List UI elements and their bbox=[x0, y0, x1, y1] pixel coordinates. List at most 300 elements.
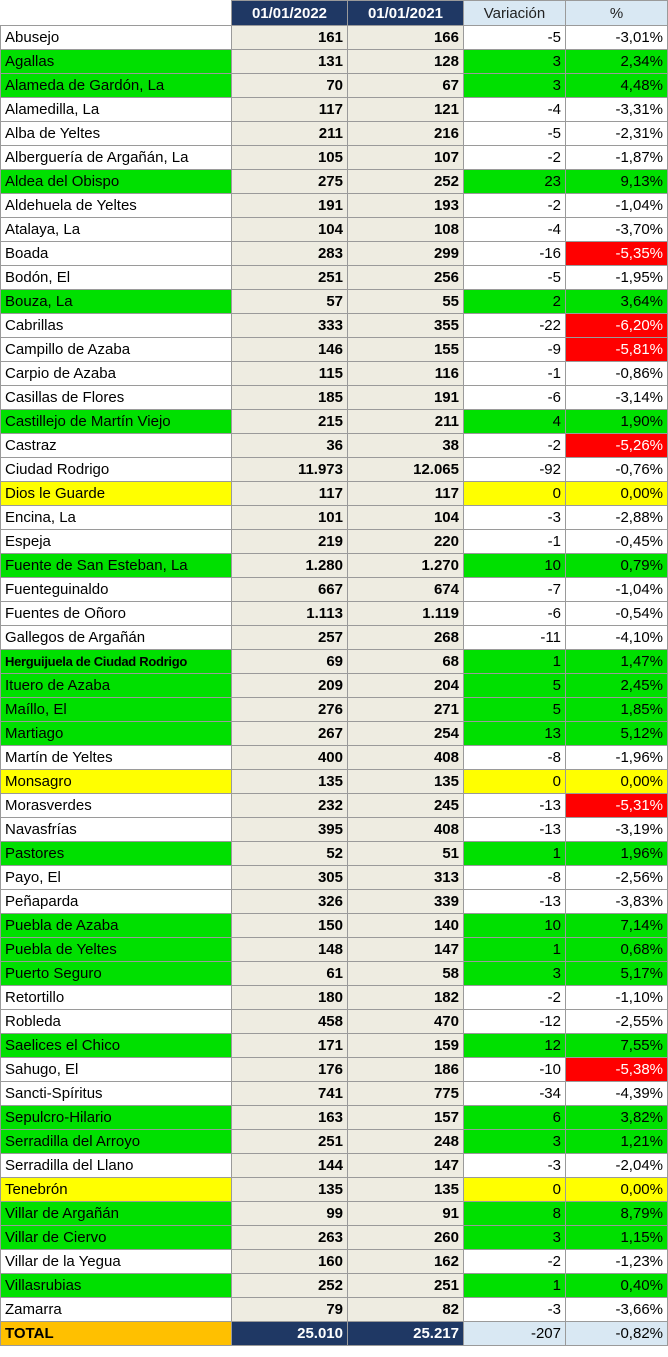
population-2021-cell[interactable]: 116 bbox=[348, 362, 464, 386]
population-2021-cell[interactable]: 408 bbox=[348, 746, 464, 770]
population-2022-cell[interactable]: 305 bbox=[232, 866, 348, 890]
percent-cell[interactable]: -5,38% bbox=[566, 1058, 668, 1082]
population-2021-cell[interactable]: 252 bbox=[348, 170, 464, 194]
percent-cell[interactable]: 2,34% bbox=[566, 50, 668, 74]
population-2022-cell[interactable]: 263 bbox=[232, 1226, 348, 1250]
population-2022-cell[interactable]: 135 bbox=[232, 1178, 348, 1202]
population-2021-cell[interactable]: 147 bbox=[348, 938, 464, 962]
municipality-cell[interactable]: Martiago bbox=[1, 722, 232, 746]
percent-cell[interactable]: 0,00% bbox=[566, 770, 668, 794]
variation-cell[interactable]: -3 bbox=[464, 1298, 566, 1322]
population-2022-cell[interactable]: 326 bbox=[232, 890, 348, 914]
percent-cell[interactable]: 1,96% bbox=[566, 842, 668, 866]
variation-cell[interactable]: 1 bbox=[464, 938, 566, 962]
population-2021-cell[interactable]: 67 bbox=[348, 74, 464, 98]
variation-cell[interactable]: 3 bbox=[464, 50, 566, 74]
municipality-cell[interactable]: Ituero de Azaba bbox=[1, 674, 232, 698]
population-2022-cell[interactable]: 741 bbox=[232, 1082, 348, 1106]
municipality-cell[interactable]: Sancti-Spíritus bbox=[1, 1082, 232, 1106]
variation-cell[interactable]: 6 bbox=[464, 1106, 566, 1130]
municipality-cell[interactable]: Campillo de Azaba bbox=[1, 338, 232, 362]
percent-cell[interactable]: -5,35% bbox=[566, 242, 668, 266]
percent-cell[interactable]: -6,20% bbox=[566, 314, 668, 338]
population-2021-cell[interactable]: 193 bbox=[348, 194, 464, 218]
table-row bbox=[1, 530, 668, 554]
header-variation[interactable]: Variación bbox=[464, 1, 566, 26]
percent-cell[interactable]: -3,70% bbox=[566, 218, 668, 242]
table-row bbox=[1, 698, 668, 722]
variation-cell[interactable]: -34 bbox=[464, 1082, 566, 1106]
population-2021-cell[interactable]: 107 bbox=[348, 146, 464, 170]
percent-cell[interactable]: -1,96% bbox=[566, 746, 668, 770]
municipality-cell[interactable]: Sepulcro-Hilario bbox=[1, 1106, 232, 1130]
percent-cell[interactable]: -2,56% bbox=[566, 866, 668, 890]
population-2022-cell[interactable]: 101 bbox=[232, 506, 348, 530]
population-2022-cell[interactable]: 117 bbox=[232, 98, 348, 122]
percent-cell[interactable]: -1,23% bbox=[566, 1250, 668, 1274]
variation-cell[interactable]: -16 bbox=[464, 242, 566, 266]
population-2021-cell[interactable]: 155 bbox=[348, 338, 464, 362]
population-2021-cell[interactable]: 271 bbox=[348, 698, 464, 722]
municipality-cell[interactable]: Espeja bbox=[1, 530, 232, 554]
population-2021-cell[interactable]: 108 bbox=[348, 218, 464, 242]
population-2022-cell[interactable]: 333 bbox=[232, 314, 348, 338]
percent-cell[interactable]: -0,76% bbox=[566, 458, 668, 482]
population-2022-cell[interactable]: 146 bbox=[232, 338, 348, 362]
population-2021-cell[interactable]: 251 bbox=[348, 1274, 464, 1298]
variation-cell[interactable]: -7 bbox=[464, 578, 566, 602]
table-row bbox=[1, 434, 668, 458]
percent-cell[interactable]: 7,14% bbox=[566, 914, 668, 938]
municipality-cell[interactable]: Maíllo, El bbox=[1, 698, 232, 722]
table-row bbox=[1, 1058, 668, 1082]
population-2022-cell[interactable]: 160 bbox=[232, 1250, 348, 1274]
variation-cell[interactable]: 10 bbox=[464, 914, 566, 938]
percent-cell[interactable]: 0,68% bbox=[566, 938, 668, 962]
percent-cell[interactable]: 9,13% bbox=[566, 170, 668, 194]
variation-cell[interactable]: 1 bbox=[464, 650, 566, 674]
population-2022-cell[interactable]: 105 bbox=[232, 146, 348, 170]
variation-cell[interactable]: -12 bbox=[464, 1010, 566, 1034]
table-row bbox=[1, 866, 668, 890]
population-2022-cell[interactable]: 215 bbox=[232, 410, 348, 434]
variation-cell[interactable]: -4 bbox=[464, 98, 566, 122]
municipality-cell[interactable]: Gallegos de Argañán bbox=[1, 626, 232, 650]
municipality-cell[interactable]: Saelices el Chico bbox=[1, 1034, 232, 1058]
variation-cell[interactable]: -1 bbox=[464, 362, 566, 386]
percent-cell[interactable]: 1,15% bbox=[566, 1226, 668, 1250]
percent-cell[interactable]: 0,40% bbox=[566, 1274, 668, 1298]
variation-cell[interactable]: -13 bbox=[464, 890, 566, 914]
municipality-cell[interactable]: Bodón, El bbox=[1, 266, 232, 290]
percent-cell[interactable]: 0,00% bbox=[566, 482, 668, 506]
population-2022-cell[interactable]: 185 bbox=[232, 386, 348, 410]
population-2022-cell[interactable]: 211 bbox=[232, 122, 348, 146]
population-2021-cell[interactable]: 140 bbox=[348, 914, 464, 938]
variation-cell[interactable]: -3 bbox=[464, 506, 566, 530]
variation-cell[interactable]: -10 bbox=[464, 1058, 566, 1082]
variation-cell[interactable]: -13 bbox=[464, 818, 566, 842]
variation-cell[interactable]: -2 bbox=[464, 1250, 566, 1274]
municipality-cell[interactable]: Aldea del Obispo bbox=[1, 170, 232, 194]
municipality-cell[interactable]: Dios le Guarde bbox=[1, 482, 232, 506]
header-year-2021[interactable]: 01/01/2021 bbox=[348, 1, 464, 26]
population-2022-cell[interactable]: 251 bbox=[232, 1130, 348, 1154]
municipality-cell[interactable]: Alameda de Gardón, La bbox=[1, 74, 232, 98]
variation-cell[interactable]: 3 bbox=[464, 1130, 566, 1154]
population-2022-cell[interactable]: 70 bbox=[232, 74, 348, 98]
percent-cell[interactable]: -5,31% bbox=[566, 794, 668, 818]
municipality-cell[interactable]: Herguijuela de Ciudad Rodrigo bbox=[1, 650, 232, 674]
variation-cell[interactable]: 2 bbox=[464, 290, 566, 314]
percent-cell[interactable]: -5,26% bbox=[566, 434, 668, 458]
population-2021-cell[interactable]: 147 bbox=[348, 1154, 464, 1178]
municipality-cell[interactable]: Agallas bbox=[1, 50, 232, 74]
municipality-cell[interactable]: Aldehuela de Yeltes bbox=[1, 194, 232, 218]
percent-cell[interactable]: -2,55% bbox=[566, 1010, 668, 1034]
header-row bbox=[1, 1, 668, 26]
municipality-cell[interactable]: Serradilla del Arroyo bbox=[1, 1130, 232, 1154]
municipality-cell[interactable]: Puebla de Yeltes bbox=[1, 938, 232, 962]
population-2022-cell[interactable]: 232 bbox=[232, 794, 348, 818]
variation-cell[interactable]: 8 bbox=[464, 1202, 566, 1226]
population-2021-cell[interactable]: 182 bbox=[348, 986, 464, 1010]
table-row bbox=[1, 722, 668, 746]
variation-cell[interactable]: 3 bbox=[464, 74, 566, 98]
municipality-cell[interactable]: Retortillo bbox=[1, 986, 232, 1010]
variation-cell[interactable]: 10 bbox=[464, 554, 566, 578]
table-row bbox=[1, 914, 668, 938]
percent-cell[interactable]: 0,00% bbox=[566, 1178, 668, 1202]
population-2022-cell[interactable]: 52 bbox=[232, 842, 348, 866]
table-row bbox=[1, 890, 668, 914]
population-2022-cell[interactable]: 115 bbox=[232, 362, 348, 386]
variation-cell[interactable]: 0 bbox=[464, 770, 566, 794]
percent-cell[interactable]: 1,47% bbox=[566, 650, 668, 674]
variation-cell[interactable]: 3 bbox=[464, 1226, 566, 1250]
population-2021-cell[interactable]: 91 bbox=[348, 1202, 464, 1226]
population-2022-cell[interactable]: 257 bbox=[232, 626, 348, 650]
municipality-cell[interactable]: Morasverdes bbox=[1, 794, 232, 818]
population-2021-cell[interactable]: 775 bbox=[348, 1082, 464, 1106]
population-2021-cell[interactable]: 339 bbox=[348, 890, 464, 914]
percent-cell[interactable]: 3,64% bbox=[566, 290, 668, 314]
percent-cell[interactable]: -4,10% bbox=[566, 626, 668, 650]
variation-cell[interactable]: -5 bbox=[464, 26, 566, 50]
population-2022-cell[interactable]: 11.973 bbox=[232, 458, 348, 482]
table-row bbox=[1, 98, 668, 122]
population-2021-cell[interactable]: 1.270 bbox=[348, 554, 464, 578]
municipality-cell[interactable]: Robleda bbox=[1, 1010, 232, 1034]
percent-cell[interactable]: -1,95% bbox=[566, 266, 668, 290]
variation-cell[interactable]: 5 bbox=[464, 698, 566, 722]
variation-cell[interactable]: -3 bbox=[464, 1154, 566, 1178]
population-2021-cell[interactable]: 191 bbox=[348, 386, 464, 410]
variation-cell[interactable]: -1 bbox=[464, 530, 566, 554]
population-2022-cell[interactable]: 61 bbox=[232, 962, 348, 986]
population-2021-cell[interactable]: 128 bbox=[348, 50, 464, 74]
variation-cell[interactable]: 12 bbox=[464, 1034, 566, 1058]
variation-cell[interactable]: -5 bbox=[464, 122, 566, 146]
variation-cell[interactable]: -4 bbox=[464, 218, 566, 242]
variation-cell[interactable]: -8 bbox=[464, 866, 566, 890]
population-2021-cell[interactable]: 268 bbox=[348, 626, 464, 650]
population-2021-cell[interactable]: 12.065 bbox=[348, 458, 464, 482]
municipality-cell[interactable]: Pastores bbox=[1, 842, 232, 866]
variation-cell[interactable]: 3 bbox=[464, 962, 566, 986]
population-2021-cell[interactable]: 135 bbox=[348, 1178, 464, 1202]
municipality-cell[interactable]: Bouza, La bbox=[1, 290, 232, 314]
population-2022-cell[interactable]: 209 bbox=[232, 674, 348, 698]
population-2021-cell[interactable]: 104 bbox=[348, 506, 464, 530]
population-2021-cell[interactable]: 470 bbox=[348, 1010, 464, 1034]
population-2022-cell[interactable]: 395 bbox=[232, 818, 348, 842]
variation-cell[interactable]: -6 bbox=[464, 386, 566, 410]
percent-cell[interactable]: -3,66% bbox=[566, 1298, 668, 1322]
percent-cell[interactable]: -3,31% bbox=[566, 98, 668, 122]
variation-cell[interactable]: -2 bbox=[464, 194, 566, 218]
variation-cell[interactable]: -2 bbox=[464, 146, 566, 170]
table-row bbox=[1, 1226, 668, 1250]
population-2022-cell[interactable]: 57 bbox=[232, 290, 348, 314]
population-2022-cell[interactable]: 163 bbox=[232, 1106, 348, 1130]
population-2022-cell[interactable]: 458 bbox=[232, 1010, 348, 1034]
percent-cell[interactable]: -2,04% bbox=[566, 1154, 668, 1178]
municipality-cell[interactable]: Monsagro bbox=[1, 770, 232, 794]
population-2022-cell[interactable]: 252 bbox=[232, 1274, 348, 1298]
municipality-cell[interactable]: Martín de Yeltes bbox=[1, 746, 232, 770]
table-row bbox=[1, 602, 668, 626]
variation-cell[interactable]: -11 bbox=[464, 626, 566, 650]
population-2021-cell[interactable]: 220 bbox=[348, 530, 464, 554]
population-2021-cell[interactable]: 211 bbox=[348, 410, 464, 434]
population-2021-cell[interactable]: 248 bbox=[348, 1130, 464, 1154]
municipality-cell[interactable]: Castillejo de Martín Viejo bbox=[1, 410, 232, 434]
population-2021-cell[interactable]: 68 bbox=[348, 650, 464, 674]
total-2021[interactable]: 25.217 bbox=[348, 1322, 464, 1346]
municipality-cell[interactable]: Serradilla del Llano bbox=[1, 1154, 232, 1178]
municipality-cell[interactable]: Fuentes de Oñoro bbox=[1, 602, 232, 626]
variation-cell[interactable]: 0 bbox=[464, 1178, 566, 1202]
variation-cell[interactable]: -5 bbox=[464, 266, 566, 290]
table-row bbox=[1, 194, 668, 218]
population-2021-cell[interactable]: 254 bbox=[348, 722, 464, 746]
population-2021-cell[interactable]: 157 bbox=[348, 1106, 464, 1130]
municipality-cell[interactable]: Villar de la Yegua bbox=[1, 1250, 232, 1274]
population-2022-cell[interactable]: 36 bbox=[232, 434, 348, 458]
table-row bbox=[1, 218, 668, 242]
population-2021-cell[interactable]: 55 bbox=[348, 290, 464, 314]
population-2022-cell[interactable]: 191 bbox=[232, 194, 348, 218]
percent-cell[interactable]: 1,85% bbox=[566, 698, 668, 722]
population-2022-cell[interactable]: 171 bbox=[232, 1034, 348, 1058]
population-2022-cell[interactable]: 283 bbox=[232, 242, 348, 266]
population-2021-cell[interactable]: 216 bbox=[348, 122, 464, 146]
municipality-cell[interactable]: Peñaparda bbox=[1, 890, 232, 914]
municipality-cell[interactable]: Atalaya, La bbox=[1, 218, 232, 242]
variation-cell[interactable]: -2 bbox=[464, 434, 566, 458]
population-2022-cell[interactable]: 400 bbox=[232, 746, 348, 770]
municipality-cell[interactable]: Cabrillas bbox=[1, 314, 232, 338]
variation-cell[interactable]: -92 bbox=[464, 458, 566, 482]
population-2021-cell[interactable]: 58 bbox=[348, 962, 464, 986]
population-2021-cell[interactable]: 408 bbox=[348, 818, 464, 842]
percent-cell[interactable]: 1,21% bbox=[566, 1130, 668, 1154]
percent-cell[interactable]: -1,87% bbox=[566, 146, 668, 170]
municipality-cell[interactable]: Puerto Seguro bbox=[1, 962, 232, 986]
municipality-cell[interactable]: Alba de Yeltes bbox=[1, 122, 232, 146]
municipality-cell[interactable]: Abusejo bbox=[1, 26, 232, 50]
table-row bbox=[1, 626, 668, 650]
municipality-cell[interactable]: Casillas de Flores bbox=[1, 386, 232, 410]
table-row bbox=[1, 146, 668, 170]
population-2022-cell[interactable]: 144 bbox=[232, 1154, 348, 1178]
population-2021-cell[interactable]: 38 bbox=[348, 434, 464, 458]
municipality-cell[interactable]: Boada bbox=[1, 242, 232, 266]
population-2021-cell[interactable]: 117 bbox=[348, 482, 464, 506]
percent-cell[interactable]: 2,45% bbox=[566, 674, 668, 698]
percent-cell[interactable]: 5,12% bbox=[566, 722, 668, 746]
variation-cell[interactable]: 1 bbox=[464, 1274, 566, 1298]
total-label[interactable]: TOTAL bbox=[1, 1322, 232, 1346]
percent-cell[interactable]: -3,83% bbox=[566, 890, 668, 914]
population-2021-cell[interactable]: 204 bbox=[348, 674, 464, 698]
population-2022-cell[interactable]: 104 bbox=[232, 218, 348, 242]
percent-cell[interactable]: -1,10% bbox=[566, 986, 668, 1010]
municipality-cell[interactable]: Tenebrón bbox=[1, 1178, 232, 1202]
population-2021-cell[interactable]: 162 bbox=[348, 1250, 464, 1274]
variation-cell[interactable]: 23 bbox=[464, 170, 566, 194]
population-2021-cell[interactable]: 1.119 bbox=[348, 602, 464, 626]
municipality-cell[interactable]: Alberguería de Argañán, La bbox=[1, 146, 232, 170]
percent-cell[interactable]: 4,48% bbox=[566, 74, 668, 98]
population-2021-cell[interactable]: 121 bbox=[348, 98, 464, 122]
population-2022-cell[interactable]: 131 bbox=[232, 50, 348, 74]
municipality-cell[interactable]: Ciudad Rodrigo bbox=[1, 458, 232, 482]
population-2021-cell[interactable]: 260 bbox=[348, 1226, 464, 1250]
municipality-cell[interactable]: Puebla de Azaba bbox=[1, 914, 232, 938]
variation-cell[interactable]: 13 bbox=[464, 722, 566, 746]
table-row bbox=[1, 986, 668, 1010]
municipality-cell[interactable]: Sahugo, El bbox=[1, 1058, 232, 1082]
percent-cell[interactable]: 8,79% bbox=[566, 1202, 668, 1226]
percent-cell[interactable]: -2,31% bbox=[566, 122, 668, 146]
population-2022-cell[interactable]: 135 bbox=[232, 770, 348, 794]
population-2022-cell[interactable]: 176 bbox=[232, 1058, 348, 1082]
percent-cell[interactable]: 5,17% bbox=[566, 962, 668, 986]
population-2021-cell[interactable]: 159 bbox=[348, 1034, 464, 1058]
population-2021-cell[interactable]: 166 bbox=[348, 26, 464, 50]
percent-cell[interactable]: -4,39% bbox=[566, 1082, 668, 1106]
population-2021-cell[interactable]: 245 bbox=[348, 794, 464, 818]
population-2021-cell[interactable]: 135 bbox=[348, 770, 464, 794]
percent-cell[interactable]: -0,45% bbox=[566, 530, 668, 554]
table-row bbox=[1, 1154, 668, 1178]
municipality-cell[interactable]: Villasrubias bbox=[1, 1274, 232, 1298]
population-2022-cell[interactable]: 180 bbox=[232, 986, 348, 1010]
percent-cell[interactable]: -3,01% bbox=[566, 26, 668, 50]
percent-cell[interactable]: -1,04% bbox=[566, 578, 668, 602]
header-percent[interactable]: % bbox=[566, 1, 668, 26]
municipality-cell[interactable]: Fuente de San Esteban, La bbox=[1, 554, 232, 578]
population-2022-cell[interactable]: 267 bbox=[232, 722, 348, 746]
municipality-cell[interactable]: Navasfrías bbox=[1, 818, 232, 842]
population-2021-cell[interactable]: 299 bbox=[348, 242, 464, 266]
percent-cell[interactable]: 0,79% bbox=[566, 554, 668, 578]
population-2021-cell[interactable]: 51 bbox=[348, 842, 464, 866]
variation-cell[interactable]: 0 bbox=[464, 482, 566, 506]
population-2022-cell[interactable]: 150 bbox=[232, 914, 348, 938]
percent-cell[interactable]: 7,55% bbox=[566, 1034, 668, 1058]
municipality-cell[interactable]: Alamedilla, La bbox=[1, 98, 232, 122]
percent-cell[interactable]: 1,90% bbox=[566, 410, 668, 434]
population-2022-cell[interactable]: 251 bbox=[232, 266, 348, 290]
table-row bbox=[1, 1298, 668, 1322]
percent-cell[interactable]: 3,82% bbox=[566, 1106, 668, 1130]
variation-cell[interactable]: -13 bbox=[464, 794, 566, 818]
population-2022-cell[interactable]: 69 bbox=[232, 650, 348, 674]
municipality-cell[interactable]: Villar de Argañán bbox=[1, 1202, 232, 1226]
variation-cell[interactable]: -22 bbox=[464, 314, 566, 338]
municipality-cell[interactable]: Carpio de Azaba bbox=[1, 362, 232, 386]
variation-cell[interactable]: -6 bbox=[464, 602, 566, 626]
population-2021-cell[interactable]: 355 bbox=[348, 314, 464, 338]
population-2022-cell[interactable]: 117 bbox=[232, 482, 348, 506]
population-2022-cell[interactable]: 219 bbox=[232, 530, 348, 554]
municipality-cell[interactable]: Villar de Ciervo bbox=[1, 1226, 232, 1250]
population-2022-cell[interactable]: 667 bbox=[232, 578, 348, 602]
population-2022-cell[interactable]: 276 bbox=[232, 698, 348, 722]
header-year-2022[interactable]: 01/01/2022 bbox=[232, 1, 348, 26]
percent-cell[interactable]: -0,86% bbox=[566, 362, 668, 386]
total-2022[interactable]: 25.010 bbox=[232, 1322, 348, 1346]
variation-cell[interactable]: -2 bbox=[464, 986, 566, 1010]
variation-cell[interactable]: 5 bbox=[464, 674, 566, 698]
percent-cell[interactable]: -3,14% bbox=[566, 386, 668, 410]
population-2022-cell[interactable]: 1.280 bbox=[232, 554, 348, 578]
population-2022-cell[interactable]: 79 bbox=[232, 1298, 348, 1322]
population-2022-cell[interactable]: 161 bbox=[232, 26, 348, 50]
municipality-cell[interactable]: Encina, La bbox=[1, 506, 232, 530]
percent-cell[interactable]: -0,54% bbox=[566, 602, 668, 626]
population-2022-cell[interactable]: 1.113 bbox=[232, 602, 348, 626]
population-2022-cell[interactable]: 99 bbox=[232, 1202, 348, 1226]
total-percent[interactable]: -0,82% bbox=[566, 1322, 668, 1346]
municipality-cell[interactable]: Fuenteguinaldo bbox=[1, 578, 232, 602]
municipality-cell[interactable]: Payo, El bbox=[1, 866, 232, 890]
total-variation[interactable]: -207 bbox=[464, 1322, 566, 1346]
percent-cell[interactable]: -5,81% bbox=[566, 338, 668, 362]
table-row bbox=[1, 26, 668, 50]
municipality-cell[interactable]: Castraz bbox=[1, 434, 232, 458]
population-2021-cell[interactable]: 674 bbox=[348, 578, 464, 602]
percent-cell[interactable]: -1,04% bbox=[566, 194, 668, 218]
population-2022-cell[interactable]: 148 bbox=[232, 938, 348, 962]
variation-cell[interactable]: 4 bbox=[464, 410, 566, 434]
table-row bbox=[1, 1274, 668, 1298]
population-2022-cell[interactable]: 275 bbox=[232, 170, 348, 194]
percent-cell[interactable]: -3,19% bbox=[566, 818, 668, 842]
percent-cell[interactable]: -2,88% bbox=[566, 506, 668, 530]
variation-cell[interactable]: -9 bbox=[464, 338, 566, 362]
population-2021-cell[interactable]: 256 bbox=[348, 266, 464, 290]
variation-cell[interactable]: 1 bbox=[464, 842, 566, 866]
municipality-cell[interactable]: Zamarra bbox=[1, 1298, 232, 1322]
population-2021-cell[interactable]: 313 bbox=[348, 866, 464, 890]
population-2021-cell[interactable]: 82 bbox=[348, 1298, 464, 1322]
population-2021-cell[interactable]: 186 bbox=[348, 1058, 464, 1082]
variation-cell[interactable]: -8 bbox=[464, 746, 566, 770]
